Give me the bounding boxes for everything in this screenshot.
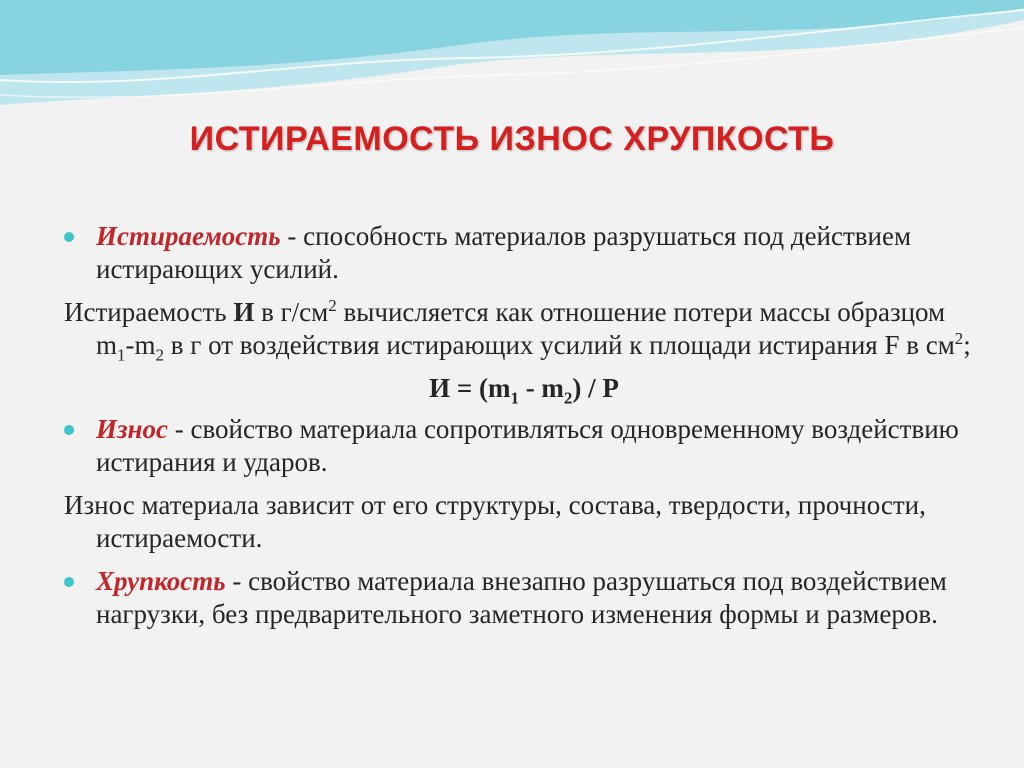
bullet-brittleness: [64, 565, 984, 631]
formula: [64, 372, 984, 408]
formula-part: ) / P: [572, 373, 619, 403]
term-abrasion: Истираемость: [96, 221, 281, 251]
text-fragment: Истираемость: [64, 297, 234, 327]
subscript: 1: [510, 388, 519, 408]
superscript: 2: [328, 296, 337, 315]
wave-decoration: [0, 0, 1024, 140]
subscript: 2: [563, 388, 573, 408]
slide-content: [64, 220, 984, 641]
bullet-dot-icon: [64, 425, 74, 435]
term-brittleness: Хрупкость: [96, 566, 226, 596]
superscript: 2: [954, 329, 964, 348]
definition-wear: - свойство материала сопротивляться одновременному воздействию истирания и ударов.: [96, 414, 959, 477]
subscript: 2: [155, 345, 165, 365]
slide-title: ИСТИРАЕМОСТЬ ИЗНОС ХРУПКОСТЬ: [189, 120, 835, 158]
formula-part: И = (m: [429, 373, 511, 403]
definition-brittleness: - свойство материала внезапно разрушаться под воздействием нагрузки, без предварительного заметного изменения формы и размеров.: [96, 566, 947, 629]
formula-part: - m: [518, 373, 564, 403]
text-fragment: ;: [963, 330, 971, 360]
paragraph-wear: Износ материала зависит от его структуры, состава, твердости, прочности, истираемости.: [64, 490, 926, 553]
bullet-dot-icon: [64, 232, 74, 242]
bullet-wear: [64, 413, 984, 479]
bullet-abrasion: [64, 220, 984, 286]
bullet-dot-icon: [64, 577, 74, 587]
definition-abrasion: - способность материалов разрушаться под действием истирающих усилий.: [96, 221, 912, 284]
subscript: 1: [117, 345, 126, 365]
text-fragment: в г/см: [254, 297, 329, 327]
paragraph-abrasion-formula: [64, 296, 984, 365]
text-fragment: в г от воздействия истирающих усилий к площади истирания F в см: [164, 330, 955, 360]
text-fragment: -m: [125, 330, 156, 360]
symbol-i: И: [233, 297, 255, 327]
text-fragment: вычисляется как отношение потери массы образцом m: [96, 297, 946, 360]
term-wear: Износ: [96, 414, 169, 444]
